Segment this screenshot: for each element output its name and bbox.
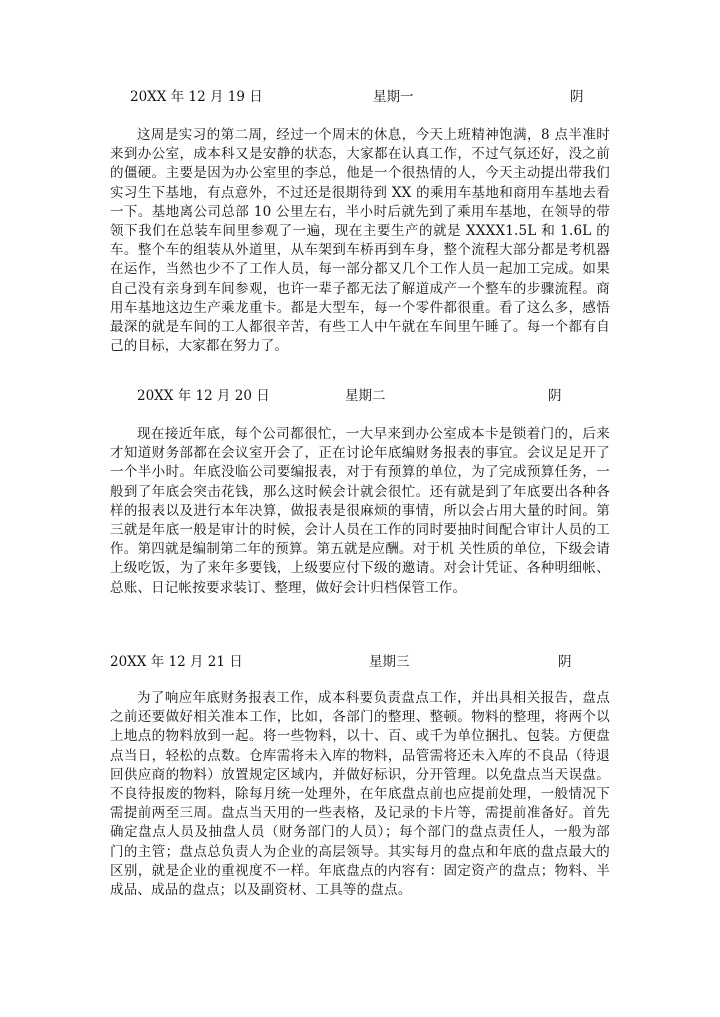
entry-header: [110, 385, 610, 407]
entry-weather: 阴: [570, 89, 584, 105]
entry-header: [110, 651, 610, 673]
entry-weekday: 星期三: [369, 654, 410, 670]
entry-weather: 阴: [548, 388, 562, 404]
diary-entry-2: [110, 385, 610, 598]
entry-date: 20XX 年 12 月 19 日: [130, 89, 263, 105]
entry-weekday: 星期一: [373, 89, 414, 105]
entry-date: 20XX 年 12 月 21 日: [110, 654, 243, 670]
entry-date: 20XX 年 12 月 20 日: [137, 388, 270, 404]
entry-weather: 阴: [558, 654, 572, 670]
diary-entry-3: [110, 651, 610, 900]
diary-entry-1: [110, 86, 610, 356]
entry-body: 为了响应年底财务报表工作，成本科要负责盘点工作，并出具相关报告，盘点之前还要做好相关准本工作，比如，各部门的整理、整顿。物料的整理，将两个以上地点的物料放到一起。将一些物料，以十、百、或千为单位捆扎、包装。方便盘点当日，轻松的点数。仓库需将未入库的物料，品管需将还未入库的不良品（待退回供应商的物料）放置规定区域内，并做好标识，分开管理。以免盘点当天误盘。不良待报废的物料，除每月统一处理外，在年底盘点前也应提前处理，一般情况下需提前两至三周。盘点当天用的一些表格，及记录的卡片等，需提前准备好。首先确定盘点人员及抽盘人员（财务部门的人员）；每个部门的盘点责任人，一般为部门的主管；盘点总负责人为企业的高层领导。其实每月的盘点和年底的盘点最大的区别，就是企业的重视度不一样。年底盘点的内容有：固定资产的盘点；物料、半成品、成品的盘点；以及副资材、工具等的盘点。: [110, 690, 610, 899]
entry-body: 现在接近年底，每个公司都很忙，一大早来到办公室成本卡是锁着门的，后来才知道财务部都在会议室开会了，正在讨论年底编财务报表的事宜。会议足足开了一个半小时。年底没临公司要编报表，对于有预算的单位，为了完成预算任务，一般到了年底会突击花钱，那么这时候会计就会很忙。还有就是到了年底要出各种各样的报表以及进行本年决算，做报表是很麻烦的事情，所以会占用大量的时间。第三就是年底一般是审计的时候，会计人员在工作的同时要抽时间配合审计人员的工作。第四就是编制第二年的预算。第五就是应酬。对于机 关性质的单位，下级会请上级吃饭，为了来年多要钱，上级要应付下级的邀请。对会计凭证、各种明细帐、总账、日记帐按要求装订、整理，做好会计归档保管工作。: [110, 426, 610, 596]
entry-weekday: 星期二: [345, 388, 386, 404]
entry-body: 这周是实习的第二周，经过一个周末的休息，今天上班精神饱满，8 点半准时来到办公室，成本科又是安静的状态，大家都在认真工作，不过气氛还好，没之前的僵硬。主要是因为办公室里的李总，他是一个很热情的人，今天主动提出带我们实习生下基地，有点意外，不过还是很期待到 XX 的乘用车基地和商用车基地去看一下。基地离公司总部 10 公里左右，半小时后就先到了乘用车基地，在领导的带领下我们在总装车间里参观了一遍，现在主要生产的就是 XXXX1.5L 和 1.6L 的车。整个车的组装从外道里，从车架到车桥再到车身，整个流程大部分都是考机器在运作，当然也少不了工作人员，每一部分都又几个工作人员一起加工完成。如果自己没有亲身到车间参观，也许一辈子都无法了解道成产一个整车的步骤流程。商用车基地这边生产乘龙重卡。都是大型车，每一个零件都很重。看了这么多，感悟最深的就是车间的工人都很辛苦，有些工人中午就在车间里午睡了。每一个都有自己的目标，大家都在努力了。: [110, 127, 610, 355]
entry-header: [110, 86, 610, 108]
